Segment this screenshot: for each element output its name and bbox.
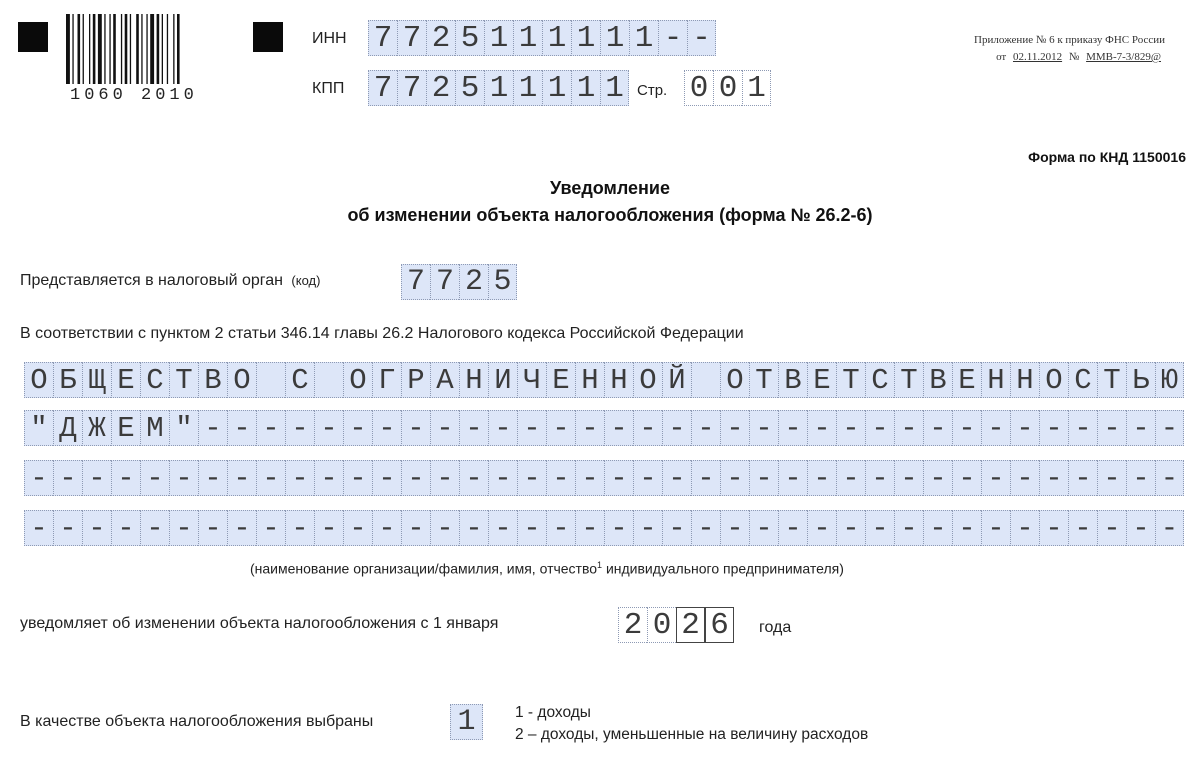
barcode-bar bbox=[109, 14, 110, 84]
tax-object-value[interactable]: 1 bbox=[450, 704, 483, 740]
page-label: Стр. bbox=[637, 82, 668, 99]
registration-marker-right bbox=[253, 22, 283, 52]
tax-object-label: В качестве объекта налогообложения выбраны bbox=[20, 713, 374, 730]
year-fixed-digit[interactable]: 0 bbox=[647, 607, 676, 643]
page-number-field[interactable] bbox=[684, 70, 771, 106]
organization-name-char[interactable]: - bbox=[575, 410, 604, 446]
organization-name-char[interactable]: - bbox=[256, 410, 285, 446]
organization-name-char[interactable]: - bbox=[778, 460, 807, 496]
organization-name-char[interactable]: - bbox=[604, 410, 633, 446]
organization-name-char[interactable]: - bbox=[82, 460, 111, 496]
organization-name-char[interactable]: - bbox=[1039, 460, 1068, 496]
organization-name-char[interactable]: - bbox=[227, 510, 256, 546]
organization-name-char[interactable]: Ь bbox=[1126, 362, 1155, 398]
organization-name-char[interactable]: Т bbox=[169, 362, 198, 398]
organization-name-char[interactable]: - bbox=[865, 460, 894, 496]
organization-name-char[interactable]: - bbox=[836, 460, 865, 496]
organization-name-char[interactable]: - bbox=[604, 510, 633, 546]
organization-name-char[interactable]: Е bbox=[111, 362, 140, 398]
tax-object-option-1: 1 - доходы bbox=[515, 704, 591, 721]
organization-name-char[interactable]: - bbox=[372, 410, 401, 446]
organization-name-char[interactable]: - bbox=[227, 460, 256, 496]
tax-authority-digit[interactable]: 2 bbox=[459, 264, 488, 300]
organization-name-char[interactable]: Т bbox=[894, 362, 923, 398]
organization-name-char[interactable]: - bbox=[1155, 410, 1184, 446]
barcode-bar bbox=[136, 14, 139, 84]
organization-name-char[interactable]: " bbox=[24, 410, 53, 446]
appendix-order-number: ММВ-7-3/829@ bbox=[1086, 51, 1161, 63]
organization-name-char[interactable]: " bbox=[169, 410, 198, 446]
organization-name-char[interactable]: - bbox=[24, 510, 53, 546]
organization-name-char[interactable]: - bbox=[720, 510, 749, 546]
tax-authority-code-hint: (код) bbox=[291, 273, 321, 288]
organization-name-char[interactable]: Р bbox=[401, 362, 430, 398]
organization-name-char[interactable]: - bbox=[459, 510, 488, 546]
barcode-bar bbox=[167, 14, 168, 84]
organization-name-row[interactable] bbox=[24, 410, 1184, 446]
organization-name-char[interactable]: - bbox=[894, 410, 923, 446]
barcode-bar bbox=[125, 14, 128, 84]
organization-name-char[interactable]: - bbox=[749, 460, 778, 496]
organization-name-char[interactable]: - bbox=[952, 510, 981, 546]
inn-digit[interactable]: 1 bbox=[600, 20, 629, 56]
organization-name-char[interactable]: С bbox=[865, 362, 894, 398]
organization-name-char[interactable]: - bbox=[662, 410, 691, 446]
legal-basis-text: В соответствии с пунктом 2 статьи 346.14 главы 26.2 Налогового кодекса Российской Федерации bbox=[20, 325, 744, 342]
inn-digit[interactable]: 5 bbox=[455, 20, 484, 56]
kpp-label: КПП bbox=[312, 80, 345, 97]
organization-name-char[interactable]: - bbox=[430, 510, 459, 546]
organization-name-char[interactable]: - bbox=[111, 510, 140, 546]
kpp-digit[interactable]: 7 bbox=[368, 70, 397, 106]
organization-name-char[interactable]: Т bbox=[749, 362, 778, 398]
organization-name-char[interactable]: - bbox=[981, 410, 1010, 446]
organization-name-char[interactable]: - bbox=[749, 410, 778, 446]
organization-name-char[interactable]: - bbox=[546, 510, 575, 546]
organization-name-char[interactable]: Н bbox=[1010, 362, 1039, 398]
kpp-digit[interactable]: 1 bbox=[600, 70, 629, 106]
inn-label: ИНН bbox=[312, 30, 347, 47]
organization-name-char[interactable]: - bbox=[24, 460, 53, 496]
organization-name-char[interactable]: Г bbox=[372, 362, 401, 398]
barcode-bar bbox=[157, 14, 160, 84]
organization-name-char[interactable]: - bbox=[314, 410, 343, 446]
appendix-reference bbox=[905, 32, 1165, 66]
year-digit[interactable]: 6 bbox=[705, 607, 734, 643]
organization-name-char[interactable]: - bbox=[459, 410, 488, 446]
organization-name-char[interactable]: Д bbox=[53, 410, 82, 446]
organization-name-char[interactable]: Ч bbox=[517, 362, 546, 398]
barcode-bar bbox=[121, 14, 122, 84]
barcode-bar bbox=[72, 14, 73, 84]
barcode-bar bbox=[146, 14, 147, 84]
organization-name-char[interactable]: - bbox=[778, 510, 807, 546]
organization-name-char[interactable]: - bbox=[836, 510, 865, 546]
organization-name-char[interactable]: - bbox=[1097, 460, 1126, 496]
organization-name-char[interactable]: - bbox=[111, 460, 140, 496]
inn-digit[interactable]: - bbox=[658, 20, 687, 56]
organization-name-char[interactable]: - bbox=[807, 510, 836, 546]
organization-name-char[interactable]: - bbox=[1010, 460, 1039, 496]
organization-name-char[interactable]: - bbox=[430, 460, 459, 496]
page-digit[interactable]: 0 bbox=[684, 70, 713, 106]
organization-name-char[interactable]: - bbox=[981, 510, 1010, 546]
barcode-bar bbox=[113, 14, 116, 84]
organization-name-char[interactable]: - bbox=[169, 510, 198, 546]
inn-digit[interactable]: 7 bbox=[397, 20, 426, 56]
organization-name-char[interactable]: Т bbox=[836, 362, 865, 398]
organization-name-char[interactable]: - bbox=[372, 460, 401, 496]
year-digit[interactable]: 2 bbox=[676, 607, 705, 643]
kpp-digit[interactable]: 1 bbox=[513, 70, 542, 106]
organization-name-char[interactable]: О bbox=[227, 362, 256, 398]
barcode-number: 1060 2010 bbox=[70, 86, 198, 105]
organization-name-char[interactable]: - bbox=[517, 510, 546, 546]
tax-object-field[interactable] bbox=[450, 704, 483, 740]
organization-name-char[interactable]: - bbox=[894, 460, 923, 496]
inn-digit[interactable]: 1 bbox=[513, 20, 542, 56]
organization-name-char[interactable]: - bbox=[488, 460, 517, 496]
organization-name-char[interactable] bbox=[314, 362, 343, 398]
organization-name-char[interactable]: - bbox=[865, 510, 894, 546]
organization-name-char[interactable]: - bbox=[401, 510, 430, 546]
organization-name-char[interactable]: Е bbox=[546, 362, 575, 398]
kpp-digit[interactable]: 1 bbox=[571, 70, 600, 106]
organization-name-char[interactable]: - bbox=[517, 410, 546, 446]
form-code: Форма по КНД 1150016 bbox=[1028, 149, 1186, 165]
footnote-marker: 1 bbox=[597, 560, 603, 570]
barcode-bar bbox=[83, 14, 84, 84]
organization-name-char[interactable]: - bbox=[314, 460, 343, 496]
inn-digit[interactable]: 1 bbox=[542, 20, 571, 56]
organization-name-char[interactable]: - bbox=[285, 460, 314, 496]
organization-name-char[interactable]: - bbox=[981, 460, 1010, 496]
barcode-bar bbox=[104, 14, 105, 84]
organization-name-char[interactable]: - bbox=[343, 510, 372, 546]
organization-name-char[interactable]: - bbox=[633, 460, 662, 496]
inn-digit[interactable]: - bbox=[687, 20, 716, 56]
organization-name-char[interactable]: - bbox=[1126, 510, 1155, 546]
organization-name-char[interactable]: - bbox=[227, 410, 256, 446]
change-notice-text: уведомляет об изменении объекта налогообложения с 1 января bbox=[20, 615, 499, 632]
organization-name-char[interactable]: - bbox=[256, 460, 285, 496]
organization-name-char[interactable]: А bbox=[430, 362, 459, 398]
kpp-digit[interactable]: 1 bbox=[484, 70, 513, 106]
organization-name-char[interactable]: О bbox=[1039, 362, 1068, 398]
tax-authority-digit[interactable]: 5 bbox=[488, 264, 517, 300]
organization-name-char[interactable]: - bbox=[575, 460, 604, 496]
tax-authority-code-field[interactable] bbox=[401, 264, 517, 300]
organization-name-char[interactable]: - bbox=[633, 510, 662, 546]
organization-name-char[interactable]: - bbox=[82, 510, 111, 546]
organization-name-char[interactable]: - bbox=[633, 410, 662, 446]
kpp-field[interactable] bbox=[368, 70, 629, 106]
organization-name-char[interactable]: - bbox=[1097, 410, 1126, 446]
page-digit[interactable]: 0 bbox=[713, 70, 742, 106]
organization-name-char[interactable]: В bbox=[923, 362, 952, 398]
organization-name-char[interactable]: - bbox=[807, 410, 836, 446]
organization-name-char[interactable]: - bbox=[865, 410, 894, 446]
organization-name-char[interactable]: - bbox=[691, 460, 720, 496]
organization-name-char[interactable]: - bbox=[952, 460, 981, 496]
organization-name-char[interactable]: - bbox=[198, 410, 227, 446]
organization-name-char[interactable]: И bbox=[488, 362, 517, 398]
barcode-bar bbox=[93, 14, 96, 84]
organization-name-char[interactable]: Н bbox=[981, 362, 1010, 398]
kpp-digit[interactable]: 2 bbox=[426, 70, 455, 106]
organization-name-char[interactable]: - bbox=[314, 510, 343, 546]
barcode-bar bbox=[66, 14, 70, 84]
organization-name-char[interactable]: - bbox=[1010, 410, 1039, 446]
organization-name-char[interactable]: - bbox=[1126, 410, 1155, 446]
appendix-date: 02.11.2012 bbox=[1012, 51, 1063, 63]
inn-digit[interactable]: 2 bbox=[426, 20, 455, 56]
organization-name-char[interactable]: Т bbox=[1097, 362, 1126, 398]
organization-name-char[interactable]: - bbox=[459, 460, 488, 496]
organization-name-char[interactable]: - bbox=[923, 510, 952, 546]
organization-name-caption: (наименование организации/фамилия, имя, отчество$^1$ индивидуального предпринимателя) bbox=[250, 560, 844, 577]
organization-name-char[interactable]: - bbox=[1010, 510, 1039, 546]
organization-name-char[interactable]: - bbox=[430, 410, 459, 446]
registration-marker-left bbox=[18, 22, 48, 52]
organization-name-char[interactable]: - bbox=[488, 410, 517, 446]
tax-authority-label: Представляется в налоговый орган (код) bbox=[20, 272, 321, 289]
barcode-bar bbox=[173, 14, 174, 84]
organization-name-char[interactable]: - bbox=[604, 460, 633, 496]
organization-name-char[interactable]: - bbox=[53, 460, 82, 496]
organization-name-char[interactable]: О bbox=[720, 362, 749, 398]
organization-name-char[interactable]: Е bbox=[807, 362, 836, 398]
barcode-bar bbox=[78, 14, 81, 84]
organization-name-char[interactable]: - bbox=[691, 510, 720, 546]
organization-name-char[interactable]: - bbox=[285, 510, 314, 546]
organization-name-char[interactable]: Е bbox=[952, 362, 981, 398]
organization-name-char[interactable]: Й bbox=[662, 362, 691, 398]
inn-digit[interactable]: 1 bbox=[629, 20, 658, 56]
organization-name-char[interactable]: - bbox=[401, 410, 430, 446]
organization-name-char[interactable]: - bbox=[343, 460, 372, 496]
organization-name-char[interactable]: - bbox=[546, 460, 575, 496]
organization-name-char[interactable]: - bbox=[372, 510, 401, 546]
organization-name-char[interactable]: Е bbox=[111, 410, 140, 446]
organization-name-char[interactable]: - bbox=[256, 510, 285, 546]
organization-name-char[interactable]: - bbox=[1068, 460, 1097, 496]
organization-name-char[interactable]: - bbox=[894, 510, 923, 546]
organization-name-char[interactable]: - bbox=[923, 460, 952, 496]
barcode-bar bbox=[89, 14, 90, 84]
organization-name-char[interactable]: Н bbox=[604, 362, 633, 398]
inn-field[interactable] bbox=[368, 20, 716, 56]
kpp-digit[interactable]: 5 bbox=[455, 70, 484, 106]
organization-name-char[interactable]: Н bbox=[459, 362, 488, 398]
organization-name-char[interactable]: - bbox=[401, 460, 430, 496]
organization-name-char[interactable]: Ж bbox=[82, 410, 111, 446]
organization-name-char[interactable]: О bbox=[343, 362, 372, 398]
organization-name-char[interactable]: В bbox=[198, 362, 227, 398]
organization-name-char[interactable]: - bbox=[343, 410, 372, 446]
tax-authority-digit[interactable]: 7 bbox=[401, 264, 430, 300]
kpp-digit[interactable]: 1 bbox=[542, 70, 571, 106]
organization-name-row[interactable] bbox=[24, 510, 1184, 546]
organization-name-char[interactable]: - bbox=[198, 510, 227, 546]
barcode bbox=[66, 14, 228, 84]
organization-name-char[interactable]: - bbox=[836, 410, 865, 446]
organization-name-char[interactable]: - bbox=[546, 410, 575, 446]
organization-name-char[interactable]: - bbox=[807, 460, 836, 496]
barcode-bar bbox=[150, 14, 154, 84]
organization-name-char[interactable]: - bbox=[140, 460, 169, 496]
document-subtitle: об изменении объекта налогообложения (форма № 26.2-6) bbox=[347, 205, 873, 225]
inn-digit[interactable]: 7 bbox=[368, 20, 397, 56]
organization-name-char[interactable]: В bbox=[778, 362, 807, 398]
barcode-bar bbox=[141, 14, 142, 84]
organization-name-char[interactable]: - bbox=[140, 510, 169, 546]
organization-name-char[interactable] bbox=[691, 362, 720, 398]
organization-name-char[interactable]: С bbox=[140, 362, 169, 398]
organization-name-char[interactable]: - bbox=[1155, 510, 1184, 546]
organization-name-char[interactable]: Ю bbox=[1155, 362, 1184, 398]
appendix-line2: от 02.11.2012 № ММВ-7-3/829@ bbox=[905, 49, 1165, 66]
organization-name-char[interactable]: О bbox=[633, 362, 662, 398]
organization-name-char[interactable]: - bbox=[1155, 460, 1184, 496]
organization-name-char[interactable]: Щ bbox=[82, 362, 111, 398]
organization-name-char[interactable]: Б bbox=[53, 362, 82, 398]
organization-name-char[interactable]: С bbox=[1068, 362, 1097, 398]
organization-name-char[interactable]: - bbox=[1039, 410, 1068, 446]
organization-name-char[interactable]: - bbox=[1068, 510, 1097, 546]
kpp-digit[interactable]: 7 bbox=[397, 70, 426, 106]
organization-name-row[interactable] bbox=[24, 460, 1184, 496]
organization-name-char[interactable]: - bbox=[488, 510, 517, 546]
year-fixed-digit[interactable]: 2 bbox=[618, 607, 647, 643]
organization-name-char[interactable]: - bbox=[720, 410, 749, 446]
document-title: Уведомление bbox=[549, 178, 670, 198]
page-digit[interactable]: 1 bbox=[742, 70, 771, 106]
organization-name-char[interactable]: - bbox=[1039, 510, 1068, 546]
barcode-bar bbox=[177, 14, 180, 84]
organization-name-char[interactable]: - bbox=[1097, 510, 1126, 546]
organization-name-char[interactable] bbox=[256, 362, 285, 398]
organization-name-char[interactable]: - bbox=[720, 460, 749, 496]
organization-name-char[interactable]: - bbox=[198, 460, 227, 496]
organization-name-char[interactable]: - bbox=[169, 460, 198, 496]
year-field[interactable] bbox=[618, 607, 734, 643]
inn-digit[interactable]: 1 bbox=[484, 20, 513, 56]
organization-name-char[interactable]: - bbox=[662, 460, 691, 496]
organization-name-char[interactable]: - bbox=[285, 410, 314, 446]
organization-name-char[interactable]: - bbox=[53, 510, 82, 546]
organization-name-char[interactable]: М bbox=[140, 410, 169, 446]
organization-name-row[interactable] bbox=[24, 362, 1184, 398]
year-suffix: года bbox=[759, 619, 792, 636]
inn-digit[interactable]: 1 bbox=[571, 20, 600, 56]
organization-name-char[interactable]: - bbox=[691, 410, 720, 446]
tax-authority-digit[interactable]: 7 bbox=[430, 264, 459, 300]
organization-name-char[interactable]: Н bbox=[575, 362, 604, 398]
organization-name-char[interactable]: - bbox=[1068, 410, 1097, 446]
organization-name-char[interactable]: С bbox=[285, 362, 314, 398]
appendix-line1: Приложение № 6 к приказу ФНС России bbox=[974, 34, 1165, 46]
barcode-bar bbox=[162, 14, 163, 84]
organization-name-char[interactable]: - bbox=[517, 460, 546, 496]
organization-name-char[interactable]: - bbox=[1126, 460, 1155, 496]
barcode-bar bbox=[130, 14, 131, 84]
organization-name-char[interactable]: - bbox=[923, 410, 952, 446]
organization-name-char[interactable]: - bbox=[952, 410, 981, 446]
organization-name-char[interactable]: О bbox=[24, 362, 53, 398]
organization-name-char[interactable]: - bbox=[749, 510, 778, 546]
organization-name-char[interactable]: - bbox=[575, 510, 604, 546]
organization-name-char[interactable]: - bbox=[662, 510, 691, 546]
tax-object-option-2: 2 – доходы, уменьшенные на величину расходов bbox=[515, 726, 869, 743]
barcode-bar bbox=[98, 14, 102, 84]
organization-name-char[interactable]: - bbox=[778, 410, 807, 446]
